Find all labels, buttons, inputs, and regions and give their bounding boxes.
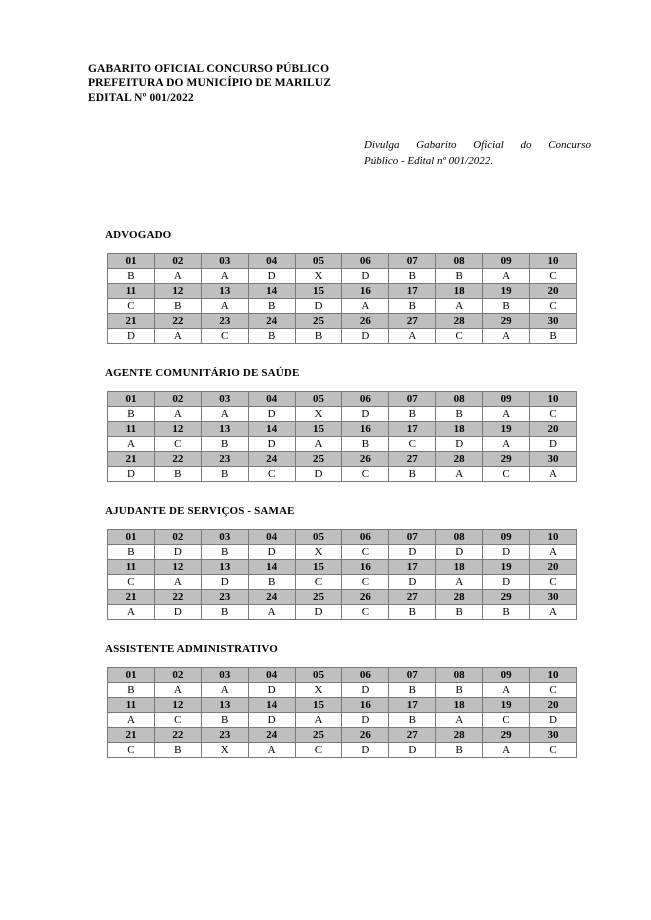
answer-cell: C xyxy=(530,683,577,698)
answer-cell: C xyxy=(342,605,389,620)
answer-cell: D xyxy=(201,575,248,590)
question-number-row xyxy=(108,254,577,269)
question-number-cell: 03 xyxy=(201,254,248,269)
answer-cell: A xyxy=(483,407,530,422)
section-title: ASSISTENTE ADMINISTRATIVO xyxy=(105,643,278,655)
answer-cell: B xyxy=(389,299,436,314)
answer-cell: A xyxy=(530,545,577,560)
answer-cell: A xyxy=(295,713,342,728)
answer-cell: D xyxy=(389,545,436,560)
answer-cell: B xyxy=(436,407,483,422)
question-number-cell: 04 xyxy=(248,392,295,407)
question-number-row xyxy=(108,560,577,575)
question-number-cell: 26 xyxy=(342,314,389,329)
answer-cell: C xyxy=(295,743,342,758)
question-number-cell: 17 xyxy=(389,422,436,437)
question-number-row xyxy=(108,728,577,743)
document-title-line-3: EDITAL Nº 001/2022 xyxy=(88,91,194,104)
question-number-row xyxy=(108,392,577,407)
answer-cell: B xyxy=(436,743,483,758)
question-number-cell: 20 xyxy=(530,560,577,575)
answer-cell: B xyxy=(436,269,483,284)
answer-cell: D xyxy=(154,605,201,620)
question-number-cell: 09 xyxy=(483,530,530,545)
question-number-cell: 24 xyxy=(248,728,295,743)
question-number-cell: 10 xyxy=(530,530,577,545)
question-number-cell: 17 xyxy=(389,698,436,713)
answer-cell: A xyxy=(108,713,155,728)
question-number-row xyxy=(108,668,577,683)
answer-cell: D xyxy=(248,437,295,452)
question-number-cell: 22 xyxy=(154,314,201,329)
answer-key-section xyxy=(0,228,651,344)
question-number-cell: 12 xyxy=(154,698,201,713)
question-number-cell: 20 xyxy=(530,698,577,713)
document-title-line-1: GABARITO OFICIAL CONCURSO PÚBLICO xyxy=(88,63,330,75)
answer-cell: B xyxy=(201,713,248,728)
question-number-cell: 13 xyxy=(201,560,248,575)
answer-cell: B xyxy=(389,467,436,482)
question-number-cell: 05 xyxy=(295,254,342,269)
answer-cell: B xyxy=(436,683,483,698)
question-number-cell: 11 xyxy=(108,284,155,299)
question-number-row xyxy=(108,284,577,299)
answer-cell: A xyxy=(483,437,530,452)
question-number-cell: 17 xyxy=(389,284,436,299)
question-number-cell: 15 xyxy=(295,284,342,299)
question-number-cell: 16 xyxy=(342,698,389,713)
question-number-cell: 07 xyxy=(389,530,436,545)
answer-cell: B xyxy=(201,545,248,560)
question-number-cell: 03 xyxy=(201,530,248,545)
answer-cell: A xyxy=(154,269,201,284)
answer-cell: X xyxy=(295,683,342,698)
answer-cell: D xyxy=(342,407,389,422)
answer-cell: C xyxy=(154,713,201,728)
question-number-cell: 11 xyxy=(108,698,155,713)
answer-key-section xyxy=(0,366,651,482)
question-number-cell: 08 xyxy=(436,392,483,407)
question-number-cell: 01 xyxy=(108,392,155,407)
answer-row xyxy=(108,605,577,620)
answer-cell: A xyxy=(389,329,436,344)
answer-cell: B xyxy=(295,329,342,344)
answer-cell: C xyxy=(342,575,389,590)
question-number-cell: 25 xyxy=(295,314,342,329)
question-number-cell: 06 xyxy=(342,530,389,545)
answer-cell: A xyxy=(295,437,342,452)
question-number-cell: 29 xyxy=(483,314,530,329)
question-number-cell: 01 xyxy=(108,254,155,269)
question-number-row xyxy=(108,422,577,437)
question-number-cell: 22 xyxy=(154,452,201,467)
question-number-cell: 12 xyxy=(154,560,201,575)
answer-cell: A xyxy=(483,269,530,284)
answer-table xyxy=(107,391,577,482)
question-number-cell: 04 xyxy=(248,530,295,545)
question-number-cell: 14 xyxy=(248,698,295,713)
question-number-cell: 29 xyxy=(483,728,530,743)
question-number-cell: 02 xyxy=(154,668,201,683)
question-number-cell: 15 xyxy=(295,560,342,575)
answer-cell: X xyxy=(201,743,248,758)
section-title: AJUDANTE DE SERVIÇOS - SAMAE xyxy=(105,505,295,517)
answer-cell: B xyxy=(389,605,436,620)
answer-cell: B xyxy=(154,299,201,314)
answer-cell: C xyxy=(108,743,155,758)
answer-cell: B xyxy=(389,713,436,728)
question-number-cell: 30 xyxy=(530,452,577,467)
answer-cell: C xyxy=(342,545,389,560)
question-number-cell: 25 xyxy=(295,452,342,467)
answer-cell: X xyxy=(295,545,342,560)
answer-cell: B xyxy=(483,605,530,620)
answer-row xyxy=(108,299,577,314)
question-number-cell: 24 xyxy=(248,452,295,467)
answer-cell: A xyxy=(108,437,155,452)
answer-cell: D xyxy=(530,713,577,728)
question-number-cell: 14 xyxy=(248,422,295,437)
question-number-cell: 26 xyxy=(342,590,389,605)
question-number-cell: 06 xyxy=(342,254,389,269)
question-number-cell: 25 xyxy=(295,590,342,605)
answer-cell: B xyxy=(248,299,295,314)
answer-cell: A xyxy=(201,269,248,284)
answer-cell: D xyxy=(248,713,295,728)
question-number-cell: 02 xyxy=(154,254,201,269)
answer-cell: B xyxy=(108,683,155,698)
question-number-cell: 21 xyxy=(108,590,155,605)
question-number-cell: 05 xyxy=(295,668,342,683)
answer-cell: C xyxy=(342,467,389,482)
answer-cell: D xyxy=(295,299,342,314)
section-title: AGENTE COMUNITÁRIO DE SAÚDE xyxy=(105,367,300,379)
answer-cell: B xyxy=(154,467,201,482)
question-number-cell: 19 xyxy=(483,422,530,437)
answer-cell: D xyxy=(436,545,483,560)
answer-cell: C xyxy=(530,743,577,758)
question-number-cell: 30 xyxy=(530,590,577,605)
question-number-cell: 28 xyxy=(436,728,483,743)
answer-cell: B xyxy=(248,575,295,590)
answer-table xyxy=(107,253,577,344)
answer-cell: C xyxy=(389,437,436,452)
question-number-cell: 28 xyxy=(436,452,483,467)
question-number-row xyxy=(108,530,577,545)
question-number-cell: 11 xyxy=(108,560,155,575)
answer-cell: A xyxy=(530,605,577,620)
answer-cell: C xyxy=(530,269,577,284)
question-number-cell: 15 xyxy=(295,422,342,437)
question-number-cell: 03 xyxy=(201,668,248,683)
answer-cell: C xyxy=(295,575,342,590)
question-number-cell: 09 xyxy=(483,254,530,269)
document-subtitle-line-2: Público - Edital nº 001/2022. xyxy=(364,154,493,167)
question-number-cell: 21 xyxy=(108,452,155,467)
answer-cell: B xyxy=(108,545,155,560)
answer-cell: D xyxy=(248,545,295,560)
question-number-cell: 23 xyxy=(201,728,248,743)
question-number-cell: 19 xyxy=(483,560,530,575)
question-number-cell: 21 xyxy=(108,314,155,329)
question-number-cell: 26 xyxy=(342,452,389,467)
question-number-cell: 01 xyxy=(108,530,155,545)
answer-cell: D xyxy=(436,437,483,452)
answer-cell: B xyxy=(389,683,436,698)
question-number-row xyxy=(108,590,577,605)
question-number-cell: 13 xyxy=(201,284,248,299)
question-number-cell: 20 xyxy=(530,284,577,299)
answer-cell: A xyxy=(154,407,201,422)
answer-cell: D xyxy=(342,269,389,284)
question-number-row xyxy=(108,698,577,713)
answer-cell: D xyxy=(295,467,342,482)
question-number-cell: 19 xyxy=(483,284,530,299)
question-number-cell: 28 xyxy=(436,314,483,329)
question-number-cell: 27 xyxy=(389,728,436,743)
question-number-cell: 08 xyxy=(436,530,483,545)
answer-row xyxy=(108,575,577,590)
question-number-cell: 07 xyxy=(389,668,436,683)
answer-cell: X xyxy=(295,269,342,284)
answer-cell: A xyxy=(483,683,530,698)
question-number-cell: 09 xyxy=(483,392,530,407)
answer-cell: A xyxy=(108,605,155,620)
question-number-cell: 10 xyxy=(530,254,577,269)
answer-cell: B xyxy=(108,407,155,422)
question-number-cell: 04 xyxy=(248,668,295,683)
answer-table xyxy=(107,529,577,620)
question-number-cell: 07 xyxy=(389,254,436,269)
question-number-cell: 18 xyxy=(436,284,483,299)
answer-row xyxy=(108,437,577,452)
question-number-cell: 19 xyxy=(483,698,530,713)
answer-cell: C xyxy=(154,437,201,452)
answer-key-section xyxy=(0,642,651,758)
answer-cell: B xyxy=(248,329,295,344)
answer-cell: B xyxy=(154,743,201,758)
question-number-row xyxy=(108,314,577,329)
answer-key-section xyxy=(0,504,651,620)
section-title: ADVOGADO xyxy=(105,229,172,241)
question-number-cell: 08 xyxy=(436,254,483,269)
document-title-line-2: PREFEITURA DO MUNICÍPIO DE MARILUZ xyxy=(88,77,331,90)
answer-row xyxy=(108,269,577,284)
answer-cell: A xyxy=(201,299,248,314)
question-number-cell: 26 xyxy=(342,728,389,743)
document-subtitle xyxy=(364,138,591,169)
answer-cell: D xyxy=(108,329,155,344)
answer-cell: B xyxy=(530,329,577,344)
answer-cell: A xyxy=(436,575,483,590)
question-number-cell: 23 xyxy=(201,452,248,467)
question-number-cell: 16 xyxy=(342,422,389,437)
answer-cell: X xyxy=(295,407,342,422)
question-number-cell: 08 xyxy=(436,668,483,683)
answer-cell: B xyxy=(108,269,155,284)
answer-cell: D xyxy=(342,329,389,344)
question-number-cell: 04 xyxy=(248,254,295,269)
question-number-cell: 06 xyxy=(342,668,389,683)
answer-cell: A xyxy=(436,299,483,314)
answer-cell: B xyxy=(436,605,483,620)
question-number-cell: 20 xyxy=(530,422,577,437)
question-number-cell: 13 xyxy=(201,698,248,713)
answer-cell: C xyxy=(530,299,577,314)
question-number-cell: 29 xyxy=(483,590,530,605)
question-number-cell: 12 xyxy=(154,422,201,437)
question-number-cell: 17 xyxy=(389,560,436,575)
answer-cell: B xyxy=(483,299,530,314)
answer-cell: D xyxy=(389,575,436,590)
question-number-cell: 06 xyxy=(342,392,389,407)
answer-cell: A xyxy=(483,329,530,344)
answer-cell: A xyxy=(154,329,201,344)
answer-cell: A xyxy=(530,467,577,482)
question-number-cell: 22 xyxy=(154,728,201,743)
answer-cell: D xyxy=(154,545,201,560)
document-title-block xyxy=(88,62,548,105)
question-number-cell: 14 xyxy=(248,560,295,575)
answer-cell: A xyxy=(154,575,201,590)
question-number-cell: 15 xyxy=(295,698,342,713)
question-number-cell: 23 xyxy=(201,590,248,605)
answer-cell: D xyxy=(342,683,389,698)
question-number-cell: 24 xyxy=(248,314,295,329)
answer-cell: D xyxy=(295,605,342,620)
answer-cell: A xyxy=(436,713,483,728)
question-number-cell: 29 xyxy=(483,452,530,467)
question-number-cell: 02 xyxy=(154,392,201,407)
question-number-cell: 09 xyxy=(483,668,530,683)
question-number-cell: 14 xyxy=(248,284,295,299)
answer-row xyxy=(108,713,577,728)
answer-row xyxy=(108,407,577,422)
answer-cell: B xyxy=(389,269,436,284)
question-number-row xyxy=(108,452,577,467)
answer-cell: C xyxy=(483,713,530,728)
answer-table xyxy=(107,667,577,758)
answer-cell: D xyxy=(108,467,155,482)
answer-cell: C xyxy=(530,407,577,422)
answer-cell: C xyxy=(530,575,577,590)
answer-cell: D xyxy=(342,713,389,728)
question-number-cell: 18 xyxy=(436,698,483,713)
question-number-cell: 02 xyxy=(154,530,201,545)
answer-cell: C xyxy=(108,299,155,314)
answer-row xyxy=(108,743,577,758)
question-number-cell: 18 xyxy=(436,560,483,575)
answer-cell: D xyxy=(389,743,436,758)
answer-cell: B xyxy=(201,467,248,482)
question-number-cell: 30 xyxy=(530,728,577,743)
answer-cell: A xyxy=(154,683,201,698)
answer-key-sections xyxy=(0,228,651,780)
answer-cell: C xyxy=(108,575,155,590)
answer-cell: B xyxy=(389,407,436,422)
answer-cell: A xyxy=(248,743,295,758)
question-number-cell: 03 xyxy=(201,392,248,407)
question-number-cell: 05 xyxy=(295,392,342,407)
answer-cell: C xyxy=(248,467,295,482)
question-number-cell: 30 xyxy=(530,314,577,329)
answer-cell: C xyxy=(483,467,530,482)
question-number-cell: 01 xyxy=(108,668,155,683)
document-subtitle-line-1: Divulga Gabarito Oficial do Concurso xyxy=(364,139,591,151)
question-number-cell: 11 xyxy=(108,422,155,437)
answer-cell: D xyxy=(248,407,295,422)
answer-cell: A xyxy=(201,683,248,698)
question-number-cell: 22 xyxy=(154,590,201,605)
question-number-cell: 12 xyxy=(154,284,201,299)
question-number-cell: 23 xyxy=(201,314,248,329)
question-number-cell: 10 xyxy=(530,668,577,683)
question-number-cell: 28 xyxy=(436,590,483,605)
answer-cell: B xyxy=(201,437,248,452)
answer-cell: B xyxy=(342,437,389,452)
question-number-cell: 27 xyxy=(389,314,436,329)
answer-row xyxy=(108,329,577,344)
answer-cell: D xyxy=(483,575,530,590)
answer-cell: C xyxy=(201,329,248,344)
question-number-cell: 18 xyxy=(436,422,483,437)
answer-row xyxy=(108,683,577,698)
question-number-cell: 21 xyxy=(108,728,155,743)
question-number-cell: 07 xyxy=(389,392,436,407)
question-number-cell: 10 xyxy=(530,392,577,407)
question-number-cell: 16 xyxy=(342,284,389,299)
question-number-cell: 13 xyxy=(201,422,248,437)
answer-cell: D xyxy=(342,743,389,758)
question-number-cell: 27 xyxy=(389,590,436,605)
answer-cell: D xyxy=(248,683,295,698)
question-number-cell: 27 xyxy=(389,452,436,467)
question-number-cell: 25 xyxy=(295,728,342,743)
answer-cell: D xyxy=(248,269,295,284)
question-number-cell: 16 xyxy=(342,560,389,575)
answer-row xyxy=(108,545,577,560)
question-number-cell: 05 xyxy=(295,530,342,545)
answer-cell: A xyxy=(436,467,483,482)
answer-cell: A xyxy=(342,299,389,314)
answer-cell: D xyxy=(530,437,577,452)
answer-cell: A xyxy=(201,407,248,422)
answer-cell: A xyxy=(248,605,295,620)
question-number-cell: 24 xyxy=(248,590,295,605)
answer-cell: D xyxy=(483,545,530,560)
answer-cell: A xyxy=(483,743,530,758)
answer-cell: C xyxy=(436,329,483,344)
answer-row xyxy=(108,467,577,482)
answer-cell: B xyxy=(201,605,248,620)
